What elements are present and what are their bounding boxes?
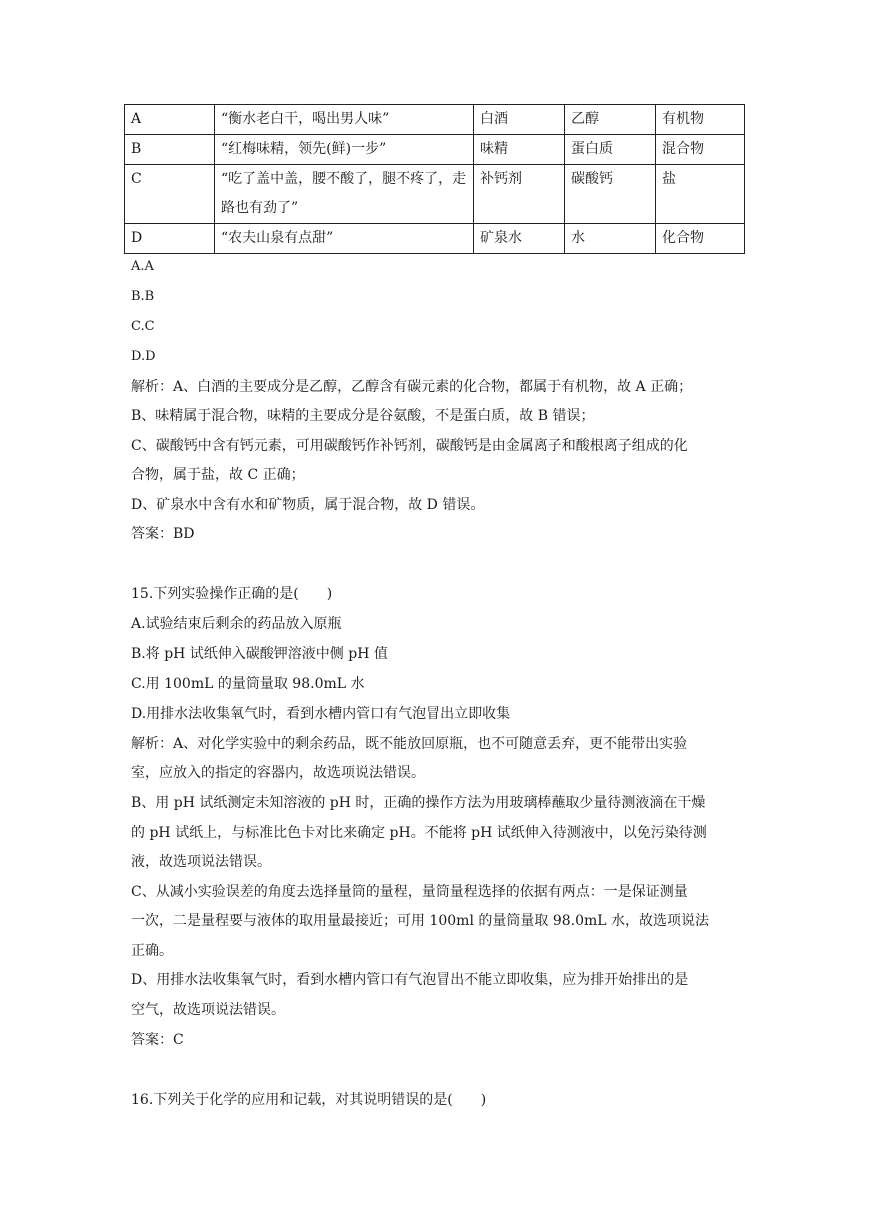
row-letter: B xyxy=(125,135,215,165)
row-component: 乙醇 xyxy=(565,105,656,135)
row-item: 补钙剂 xyxy=(474,165,565,224)
q14-option-c: C.C xyxy=(131,319,155,334)
q14-analysis-line: B、味精属于混合物，味精的主要成分是谷氨酸，不是蛋白质，故 B 错误； xyxy=(131,408,595,424)
q14-option-d: D.D xyxy=(131,349,156,364)
q15-analysis-line: B、用 pH 试纸测定未知溶液的 pH 时，正确的操作方法为用玻璃棒蘸取少量待测液滴在干燥 xyxy=(131,795,706,811)
row-letter: C xyxy=(125,165,215,224)
q15-option-d: D.用排水法收集氧气时，看到水槽内管口有气泡冒出立即收集 xyxy=(131,706,511,722)
q15-analysis-line: 空气，故选项说法错误。 xyxy=(131,1002,285,1018)
q15-option-a: A.试验结束后剩余的药品放入原瓶 xyxy=(131,616,342,632)
q15-analysis-line: 的 pH 试纸上，与标准比色卡对比来确定 pH。不能将 pH 试纸伸入待测液中，以免污染待测 xyxy=(131,825,707,841)
q15-analysis-line: C、从减小实验误差的角度去选择量筒的量程，量筒量程选择的依据有两点：一是保证测量 xyxy=(131,884,688,900)
q14-analysis-line: C、碳酸钙中含有钙元素，可用碳酸钙作补钙剂，碳酸钙是由金属离子和酸根离子组成的化 xyxy=(131,438,688,454)
table-row xyxy=(125,165,745,224)
row-component: 蛋白质 xyxy=(565,135,656,165)
q15-answer: 答案：C xyxy=(131,1032,184,1048)
q16-stem: 16.下列关于化学的应用和记载，对其说明错误的是( ) xyxy=(131,1092,487,1108)
row-category: 有机物 xyxy=(656,105,745,135)
row-slogan: “农夫山泉有点甜” xyxy=(215,224,474,254)
row-item: 白酒 xyxy=(474,105,565,135)
q15-option-c: C.用 100mL 的量筒量取 98.0mL 水 xyxy=(131,676,365,692)
q15-analysis-line: 正确。 xyxy=(131,943,173,959)
row-slogan: “红梅味精，领先(鲜)一步” xyxy=(215,135,474,165)
row-item: 矿泉水 xyxy=(474,224,565,254)
q15-analysis-line: D、用排水法收集氧气时，看到水槽内管口有气泡冒出不能立即收集，应为排开始排出的是 xyxy=(131,972,689,988)
q14-option-b: B.B xyxy=(131,289,155,304)
table-row xyxy=(125,224,745,254)
q14-option-a: A.A xyxy=(131,259,154,274)
row-category: 盐 xyxy=(656,165,745,224)
q15-analysis-line: 一次，二是量程要与液体的取用量最接近；可用 100ml 的量筒量取 98.0mL 水，故选项说法 xyxy=(131,913,710,929)
q15-analysis-line: 液，故选项说法错误。 xyxy=(131,854,271,870)
q15-analysis-line: 解析：A、对化学实验中的剩余药品，既不能放回原瓶，也不可随意丢弃，更不能带出实验 xyxy=(131,736,688,752)
row-component: 碳酸钙 xyxy=(565,165,656,224)
row-slogan: “衡水老白干，喝出男人味” xyxy=(215,105,474,135)
q15-option-b: B.将 pH 试纸伸入碳酸钾溶液中侧 pH 值 xyxy=(131,646,388,662)
row-category: 混合物 xyxy=(656,135,745,165)
row-component: 水 xyxy=(565,224,656,254)
q14-answer: 答案：BD xyxy=(131,526,195,542)
q14-analysis-line: D、矿泉水中含有水和矿物质，属于混合物，故 D 错误。 xyxy=(131,497,485,513)
row-letter: D xyxy=(125,224,215,254)
row-category: 化合物 xyxy=(656,224,745,254)
row-letter: A xyxy=(125,105,215,135)
q14-analysis-line: 合物，属于盐，故 C 正确； xyxy=(131,467,305,483)
table-row xyxy=(125,105,745,135)
row-slogan: “吃了盖中盖，腰不酸了，腿不疼了，走路也有劲了” xyxy=(215,165,474,224)
options-table xyxy=(124,104,745,254)
q14-analysis-line: 解析：A、白酒的主要成分是乙醇，乙醇含有碳元素的化合物，都属于有机物，故 A 正确； xyxy=(131,379,693,395)
q15-analysis-line: 室，应放入的指定的容器内，故选项说法错误。 xyxy=(131,765,425,781)
row-item: 味精 xyxy=(474,135,565,165)
q15-stem: 15.下列实验操作正确的是( ) xyxy=(131,586,333,602)
table-row xyxy=(125,135,745,165)
